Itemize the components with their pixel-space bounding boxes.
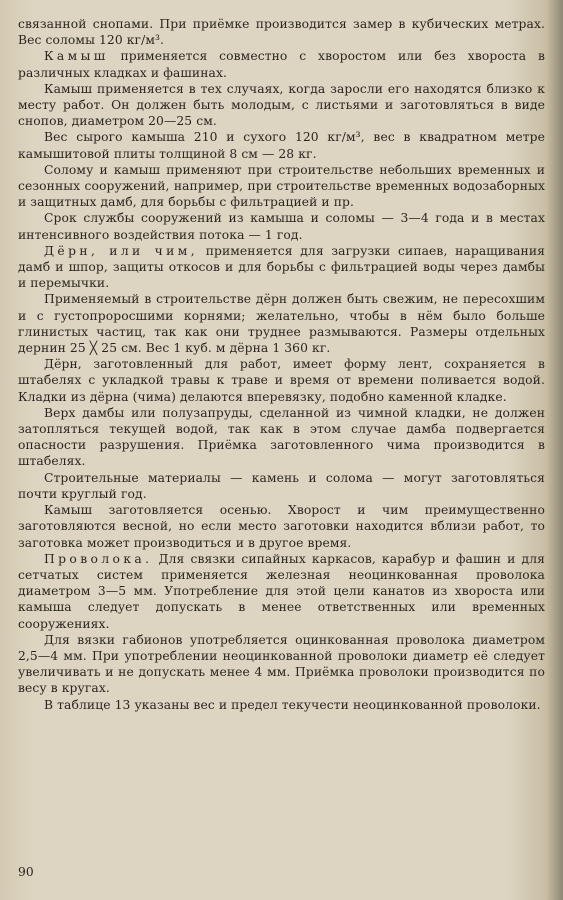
- page-text: [18, 16, 545, 713]
- paragraph-2-text: Камыш применяется в тех случаях, когда заросли его находятся близко к месту работ. Он должен быть молодым, с листьями и заготовляться в виде снопов, диаметром 20—25 см.: [18, 81, 545, 129]
- paragraph-11-text: Камыш заготовляется осенью. Хворост и чим преимущественно заготовляются весной, но если место заготовки находится вблизи работ, то заготовка может производиться и в другое время.: [18, 503, 545, 550]
- paragraph-3: [18, 129, 545, 161]
- paragraph-4-text: Солому и камыш применяют при строительстве небольших временных и сезонных сооружений, например, при строительстве временных водозаборных и защитных дамб, для борьбы с фильтрацией и пр.: [18, 162, 545, 210]
- paragraph-13-text: Для вязки габионов употребляется оцинкованная проволока диаметром 2,5—4 мм. При употреблении неоцинкованной проволоки диаметр её следует увеличивать и не допускать менее 4 мм. Приёмка проволоки производится по весу в кругах.: [18, 632, 545, 696]
- paragraph-12-text: Для связки сипайных каркасов, карабур и фашин и для сетчатых систем применяется железная неоцинкованная проволока диаметром 3—5 мм. Употребление для этой цели канатов из хвороста или камыша следует допускать в менее ответственных или временных сооружениях.: [18, 551, 545, 631]
- paragraph-1: [18, 48, 545, 80]
- page-number: 90: [18, 865, 34, 879]
- paragraph-12: [18, 551, 545, 632]
- paragraph-11: [18, 502, 545, 551]
- paragraph-2: [18, 81, 545, 130]
- paragraph-10: [18, 470, 545, 502]
- paragraph-4: [18, 162, 545, 211]
- paragraph-1-text: применяется совместно с хворостом или без хвороста в различных кладках и фашинах.: [18, 49, 545, 80]
- paragraph-9-text: Верх дамбы или полузапруды, сделанной из чимной кладки, не должен затопляться текущей водой, так как в этом случае дамба подвергается опасности разрушения. Приёмка заготовленного чима производится в штабелях.: [18, 405, 545, 469]
- paragraph-5-text: Срок службы сооружений из камыша и соломы — 3—4 года и в местах интенсивного воздействия потока — 1 год.: [18, 211, 545, 242]
- term-provoloka: Проволока.: [44, 551, 153, 566]
- paragraph-0: [18, 16, 545, 48]
- paragraph-3-text: Вес сырого камыша 210 и сухого 120 кг/м³, вес в квадратном метре камышитовой плиты толщиной 8 см — 28 кг.: [18, 130, 545, 161]
- paragraph-9: [18, 405, 545, 470]
- paragraph-5: [18, 210, 545, 242]
- paragraph-7: [18, 291, 545, 356]
- paragraph-13: [18, 632, 545, 697]
- paragraph-14-text: В таблице 13 указаны вес и предел текучести неоцинкованной проволоки.: [44, 697, 541, 712]
- paragraph-6-text: применяется для загрузки сипаев, наращивания дамб и шпор, защиты откосов и для борьбы с фильтрацией воды через дамбы и перемычки.: [18, 243, 545, 291]
- term-kamysh: Камыш: [44, 49, 109, 64]
- paragraph-6: [18, 243, 545, 292]
- paragraph-14: [18, 697, 545, 713]
- paragraph-8-text: Дёрн, заготовленный для работ, имеет форму лент, сохраняется в штабелях с укладкой травы к траве и время от времени поливается водой. Кладки из дёрна (чима) делаются вперевязку, подобно каменной кладке.: [18, 357, 545, 404]
- term-dern: Дёрн, или чим,: [44, 243, 199, 258]
- paragraph-10-text: Строительные материалы — камень и солома — могут заготовляться почти круглый год.: [18, 470, 545, 501]
- paragraph-0-text: связанной снопами. При приёмке производится замер в кубических метрах. Вес соломы 120 кг/м³.: [18, 17, 545, 48]
- paragraph-8: [18, 356, 545, 405]
- paragraph-7-text: Применяемый в строительстве дёрн должен быть свежим, не пересохшим и с густопроросшими корнями; желательно, чтобы в нём было больше глинистых частиц, так как они труднее размываются. Размеры отдельных дернин 25 ╳ 25 см. Вес 1 куб. м дёрна 1 360 кг.: [18, 292, 545, 356]
